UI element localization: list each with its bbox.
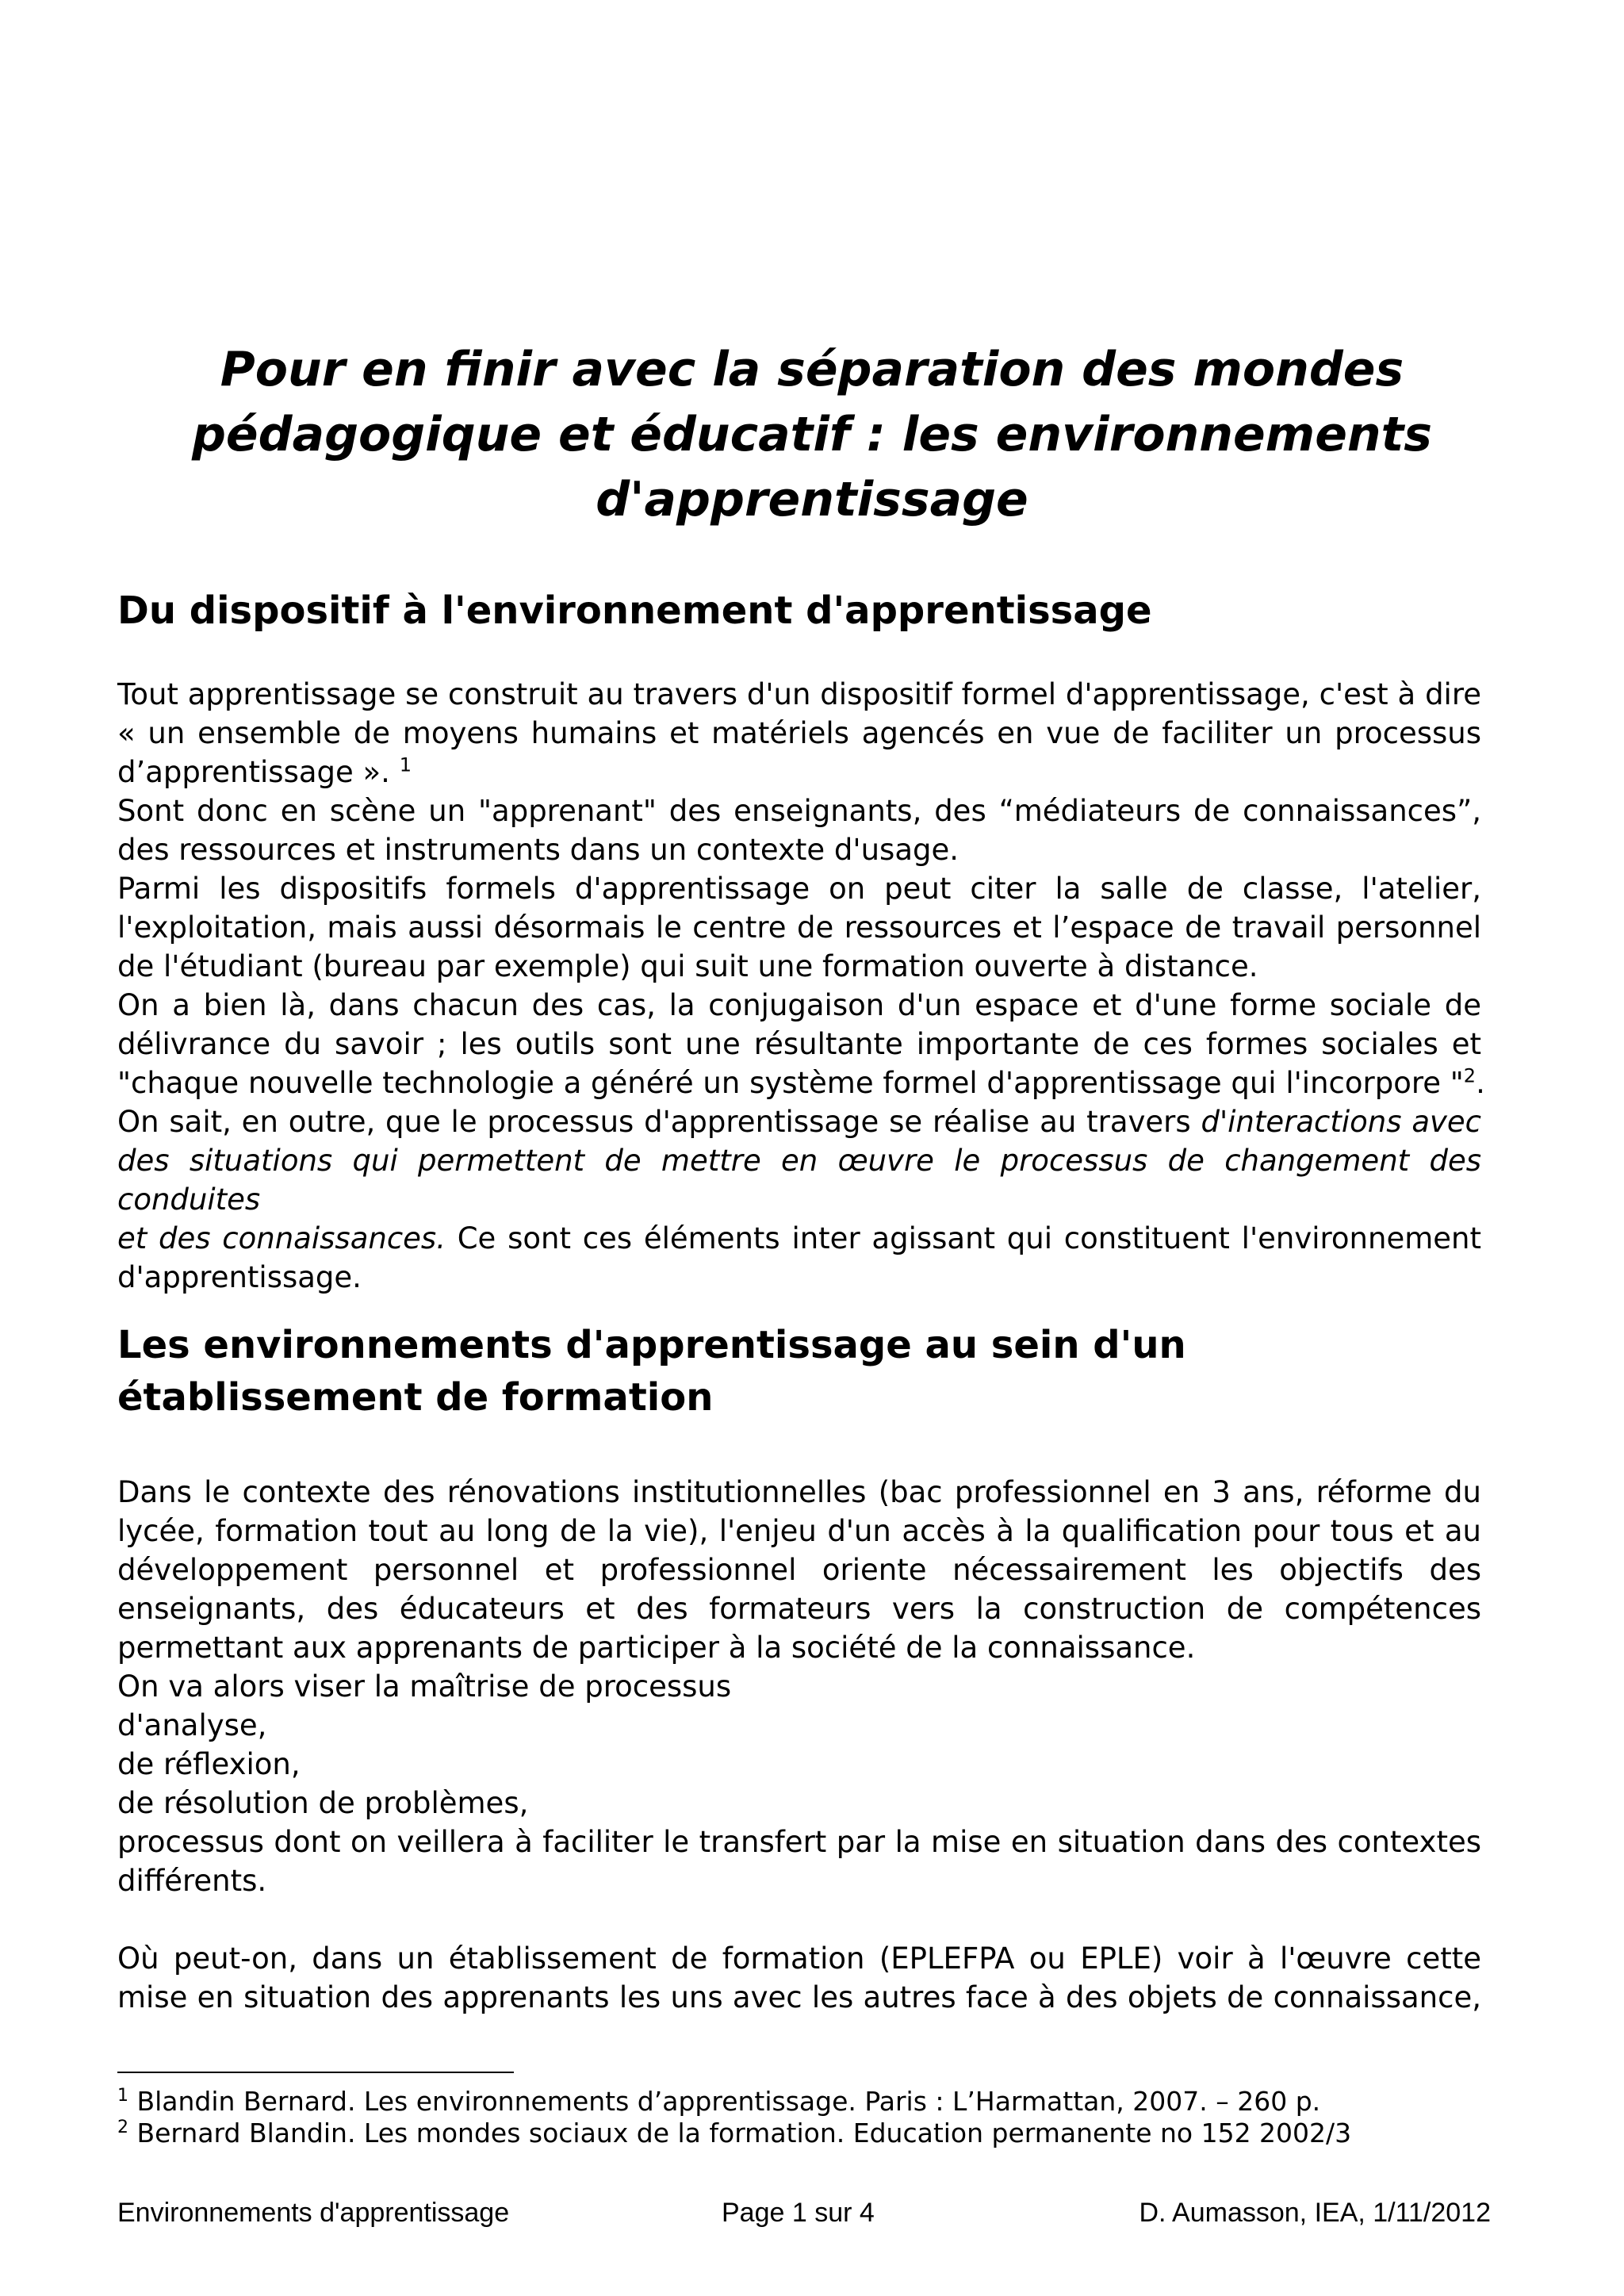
text-line: de l'étudiant (bureau par exemple) qui suit une formation ouverte à distance. [117, 949, 1258, 983]
footnote-ref: 2 [1463, 1064, 1477, 1087]
footnote-separator [117, 2072, 514, 2073]
section-heading [117, 585, 1513, 637]
text-line: « un ensemble de moyens humains et matériels agencés en vue de faciliter un processus [117, 716, 1481, 750]
footnote [117, 2118, 1513, 2149]
text-run: On sait, en outre, que le processus d'apprentissage se réalise au travers [117, 1105, 1201, 1139]
text-line [117, 1102, 1481, 1141]
text-line: des ressources et instruments dans un contexte d'usage. [117, 833, 959, 867]
text-line: Sont donc en scène un "apprenant" des enseignants, des “médiateurs de connaissances”, [117, 794, 1481, 828]
paragraph [117, 869, 1481, 986]
title-line: d'apprentissage [596, 472, 1028, 527]
text-line [117, 1219, 1481, 1258]
heading-line: Les environnements d'apprentissage au sein d'un [117, 1323, 1186, 1367]
text-run: d’apprentissage ». [117, 755, 390, 789]
text-line: différents. [117, 1864, 267, 1898]
text-line: délivrance du savoir ; les outils sont une résultante importante de ces formes sociales et [117, 1027, 1481, 1061]
italic-run: des situations qui permettent de mettre en œuvre le processus de changement des conduites [117, 1144, 1481, 1217]
paragraph [117, 1667, 1481, 1900]
text-line: mise en situation des apprenants les uns avec les autres face à des objets de connaissance, [117, 1980, 1481, 2014]
document-title [119, 337, 1505, 532]
text-line: On a bien là, dans chacun des cas, la conjugaison d'un espace et d'une forme sociale de [117, 988, 1481, 1022]
text-line: processus dont on veillera à faciliter le transfert par la mise en situation dans des contextes [117, 1825, 1481, 1859]
italic-run: et des connaissances. [117, 1221, 446, 1255]
text-run: "chaque nouvelle technologie a généré un système formel d'apprentissage qui l'incorpore " [117, 1066, 1464, 1100]
title-line: pédagogique et éducatif : les environnements [191, 407, 1432, 462]
text-line [117, 753, 1481, 792]
text-line [117, 1141, 1481, 1219]
footnote [117, 2086, 1513, 2118]
text-line: Dans le contexte des rénovations institutionnelles (bac professionnel en 3 ans, réforme du [117, 1475, 1481, 1509]
text-line: On va alors viser la maîtrise de processus [117, 1669, 732, 1704]
text-line: de réflexion, [117, 1747, 301, 1781]
footnote-number: 1 [117, 2086, 128, 2106]
text-run: Ce sont ces éléments inter agissant qui constituent l'environnement [445, 1221, 1481, 1255]
section1-body [117, 675, 1485, 1297]
text-line: l'exploitation, mais aussi désormais le centre de ressources et l’espace de travail personnel [117, 910, 1481, 945]
footnote-number: 2 [117, 2118, 128, 2137]
heading-line: établissement de formation [117, 1375, 714, 1420]
text-line [117, 1064, 1485, 1102]
text-line: Tout apprentissage se construit au travers d'un dispositif formel d'apprentissage, c'est à dire [117, 677, 1481, 711]
paragraph [117, 675, 1481, 792]
section2-body [117, 1473, 1481, 2017]
paragraph [117, 1939, 1481, 2017]
text-line: enseignants, des éducateurs et des formateurs vers la construction de compétences [117, 1592, 1481, 1626]
paragraph [117, 792, 1481, 869]
text-line: permettant aux apprenants de participer à la société de la connaissance. [117, 1631, 1196, 1665]
footer-page-number: Page 1 sur 4 [722, 2198, 875, 2228]
footnote-text: Bernard Blandin. Les mondes sociaux de la formation. Education permanente no 152 2002/3 [128, 2118, 1352, 2148]
footnote-ref: 1 [399, 753, 412, 776]
paragraph [117, 1473, 1481, 1667]
footnote-text: Blandin Bernard. Les environnements d’apprentissage. Paris : L’Harmattan, 2007. – 260 p. [128, 2086, 1321, 2117]
text-line: d'analyse, [117, 1708, 267, 1742]
text-line: Parmi les dispositifs formels d'apprentissage on peut citer la salle de classe, l'atelier, [117, 872, 1481, 906]
paragraph [117, 986, 1485, 1102]
text-line: lycée, formation tout au long de la vie), l'enjeu d'un accès à la qualification pour tous et au [117, 1514, 1481, 1548]
text-line: de résolution de problèmes, [117, 1786, 529, 1820]
paragraph [117, 1102, 1481, 1297]
footer-left: Environnements d'apprentissage [117, 2198, 510, 2228]
text-run: . [1476, 1066, 1485, 1100]
section-heading [117, 1319, 1513, 1424]
heading-line: Du dispositif à l'environnement d'apprentissage [117, 588, 1152, 633]
text-line: d'apprentissage. [117, 1260, 362, 1294]
text-line: Où peut-on, dans un établissement de formation (EPLEFPA ou EPLE) voir à l'œuvre cette [117, 1941, 1481, 1976]
footer-right: D. Aumasson, IEA, 1/11/2012 [1139, 2198, 1491, 2228]
italic-run: d'interactions avec [1201, 1105, 1481, 1139]
text-line: développement personnel et professionnel oriente nécessairement les objectifs des [117, 1553, 1481, 1587]
title-line: Pour en finir avec la séparation des mondes [220, 342, 1404, 397]
